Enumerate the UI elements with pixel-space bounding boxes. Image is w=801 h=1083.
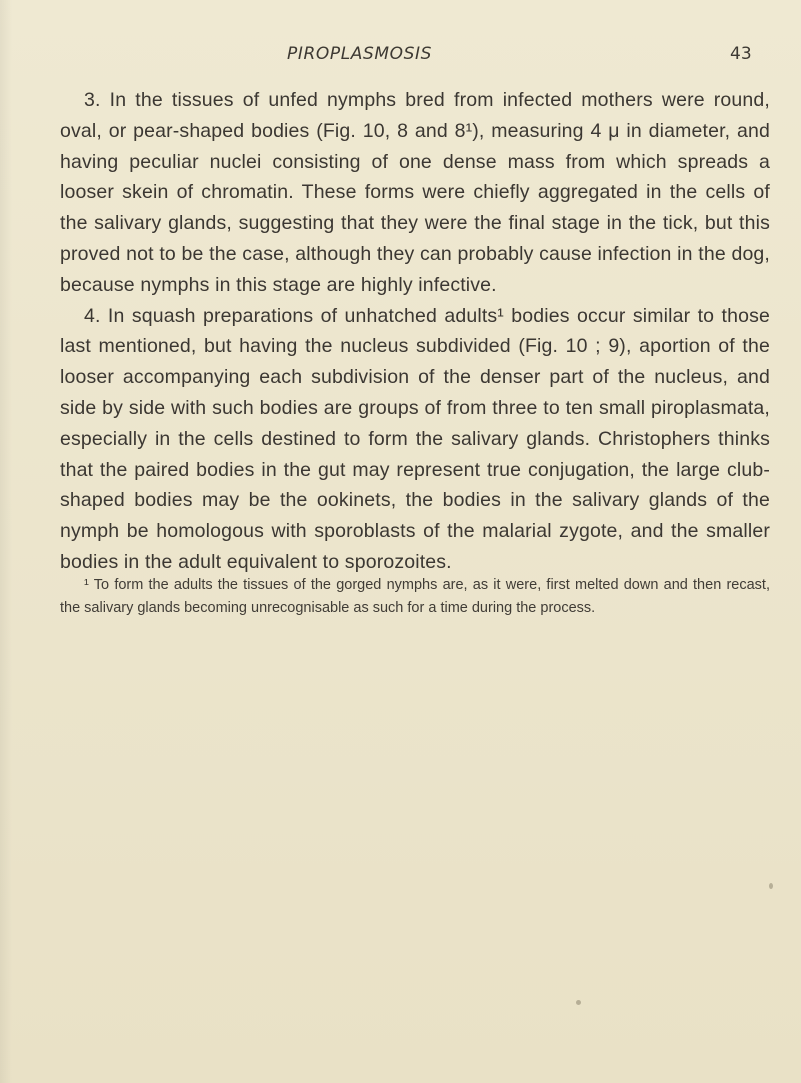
ink-speck bbox=[769, 883, 773, 889]
body-text bbox=[60, 85, 770, 578]
footnote: ¹ To form the adults the tissues of the gorged nymphs are, as it were, first melted down and then recast, the salivary glands becoming unrecognisable as such for a time during the process. bbox=[60, 577, 770, 616]
page-number: 43 bbox=[730, 44, 752, 64]
running-head bbox=[0, 34, 801, 64]
running-title: PIROPLASMOSIS bbox=[287, 44, 433, 64]
paragraph-3: 3. In the tissues of unfed nymphs bred from infected mothers were round, oval, or pear-shaped bodies (Fig. 10, 8 and 8¹), measuring 4 μ in diameter, and having peculiar nuclei consisting of one dense mass from which spreads a looser skein of chromatin. These forms were chiefly aggregated in the cells of the salivary glands, suggesting that they were the final stage in the tick, but this proved not to be the case, although they can probably cause infection in the dog, because nymphs in this stage are highly infective. bbox=[60, 89, 770, 296]
paragraph-4: 4. In squash preparations of unhatched adults¹ bodies occur similar to those last mentioned, but having the nucleus subdivided (Fig. 10 ; 9), aportion of the looser accompanying each subdivision of the denser part of the nucleus, and side by side with such bodies are groups of from three to ten small piroplasmata, especially in the cells destined to form the salivary glands. Christophers thinks that the paired bodies in the gut may represent true conjugation, the large club-shaped bodies may be the ookinets, the bodies in the salivary glands of the nymph be homologous with sporoblasts of the malarial zygote, and the smaller bodies in the adult equivalent to sporozoites. bbox=[60, 304, 770, 573]
ink-speck bbox=[576, 1000, 581, 1005]
